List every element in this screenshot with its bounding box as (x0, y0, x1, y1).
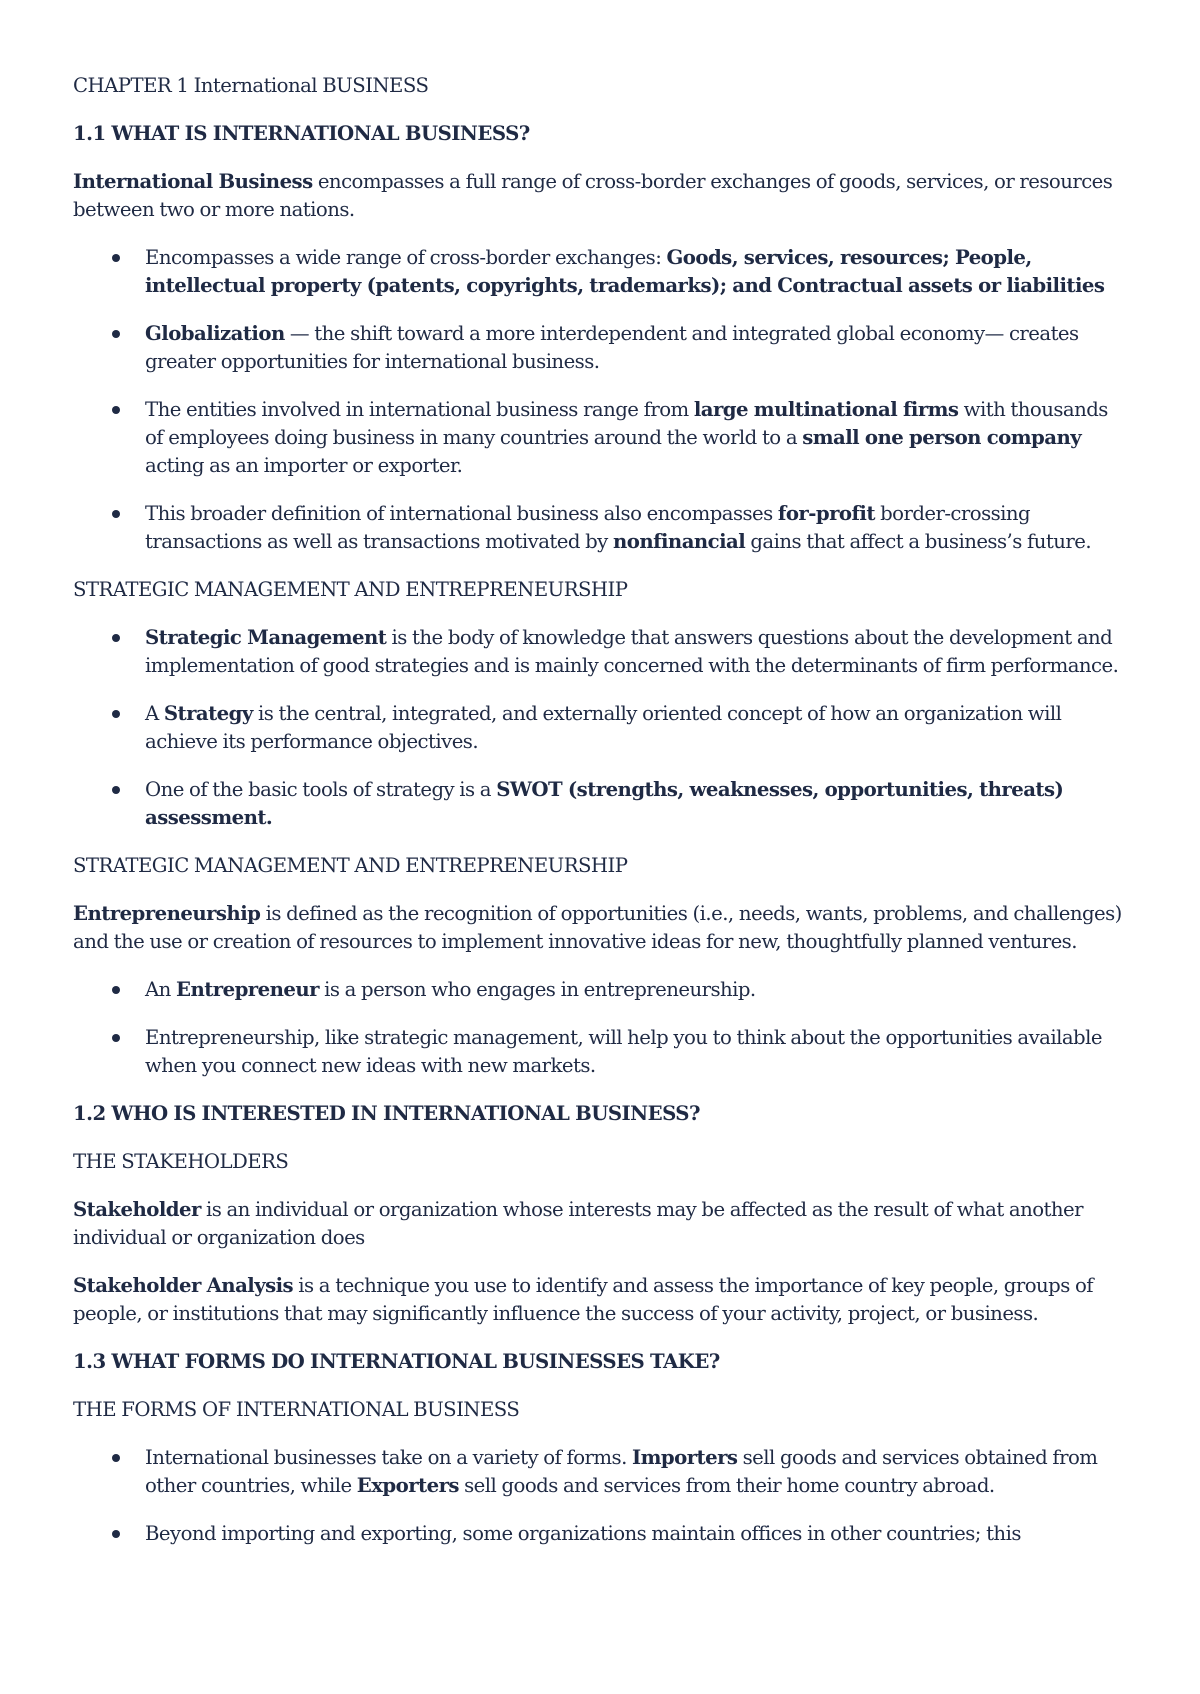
entrepreneurship-text: is defined as the recognition of opportunities (i.e., needs, wants, problems, and challenges) and the use or creation of resources to implement innovative ideas for new, thoughtfully planned ventures. (73, 902, 1122, 953)
entrepreneurship-paragraph (73, 900, 1128, 956)
bullet-text: is a person who engages in entrepreneurship. (318, 978, 756, 1001)
entrepreneurship-bullets (73, 976, 1128, 1080)
section-1-1-bullets (73, 244, 1128, 556)
bullet-text: border-crossing transactions as well as transactions motivated by (145, 502, 1031, 553)
stakeholder-analysis-text: is a technique you use to identify and assess the importance of key people, groups of people, or institutions that may significantly influence the success of your activity, project, or business. (73, 1274, 1093, 1325)
bullet-text: is the body of knowledge that answers questions about the development and implementation of good strategies and is mainly concerned with the determinants of firm performance. (145, 626, 1119, 677)
bullet-text: — the shift toward a more interdependent and integrated global economy— creates greater opportunities for international business. (145, 322, 1079, 373)
stakeholder-paragraph (73, 1196, 1128, 1252)
bullet-bold: nonfinancial (612, 530, 746, 553)
bullet-text: is the central, integrated, and externally oriented concept of how an organization will achieve its performance objectives. (145, 702, 1062, 753)
section-heading-entrepreneurship: STRATEGIC MANAGEMENT AND ENTREPRENEURSHIP (73, 854, 628, 877)
forms-heading: THE FORMS OF INTERNATIONAL BUSINESS (73, 1398, 520, 1421)
term-entrepreneurship: Entrepreneurship (73, 902, 261, 925)
bullet-text: sell goods and services from their home country abroad. (458, 1474, 995, 1497)
bullet-text: An (145, 978, 177, 1001)
bullet-icon (112, 330, 120, 338)
list-item (145, 624, 1128, 680)
bullet-bold: for-profit (777, 502, 875, 525)
bullet-text: acting as an importer or exporter. (145, 454, 463, 477)
bullet-text: Beyond importing and exporting, some organizations maintain offices in other countries; this (145, 1522, 1021, 1545)
list-item (145, 1444, 1128, 1500)
bullet-text: with thousands of employees doing business in many countries around the world to a (145, 398, 1108, 449)
section-heading-strategic-management: STRATEGIC MANAGEMENT AND ENTREPRENEURSHIP (73, 578, 628, 601)
bullet-bold: small one person company (802, 426, 1082, 449)
bullet-icon (112, 634, 120, 642)
bullet-text: Entrepreneurship, like strategic management, will help you to think about the opportunities available when you connect new ideas with new markets. (145, 1026, 1102, 1077)
bullet-bold: Strategy (163, 702, 253, 725)
term-international-business: International Business (73, 170, 313, 193)
bullet-icon (112, 786, 120, 794)
bullet-text: One of the basic tools of strategy is a (145, 778, 497, 801)
bullet-bold: Strategic Management (145, 626, 387, 649)
bullet-text: This broader definition of international business also encompasses (145, 502, 778, 525)
bullet-text: The entities involved in international business range from (145, 398, 694, 421)
bullet-icon (112, 510, 120, 518)
bullet-icon (112, 406, 120, 414)
forms-bullets (73, 1444, 1128, 1548)
section-heading-1-2: 1.2 WHO IS INTERESTED IN INTERNATIONAL BUSINESS? (73, 1102, 700, 1125)
stakeholders-heading: THE STAKEHOLDERS (73, 1150, 289, 1173)
section-heading-1-3: 1.3 WHAT FORMS DO INTERNATIONAL BUSINESSES TAKE? (73, 1350, 720, 1373)
bullet-bold: Exporters (356, 1474, 459, 1497)
term-stakeholder: Stakeholder (73, 1198, 201, 1221)
bullet-text: International businesses take on a variety of forms. (145, 1446, 632, 1469)
bullet-icon (112, 986, 120, 994)
bullet-text: gains that affect a business’s future. (745, 530, 1092, 553)
bullet-text: Encompasses a wide range of cross-border exchanges: (145, 246, 667, 269)
strategic-management-bullets (73, 624, 1128, 832)
list-item (145, 700, 1128, 756)
bullet-bold: large multinational firms (693, 398, 959, 421)
bullet-icon (112, 1034, 120, 1042)
stakeholder-text: is an individual or organization whose interests may be affected as the result of what another individual or organization does (73, 1198, 1083, 1249)
bullet-icon (112, 1454, 120, 1462)
chapter-title: CHAPTER 1 International BUSINESS (73, 74, 429, 97)
bullet-icon (112, 1530, 120, 1538)
bullet-icon (112, 710, 120, 718)
bullet-bold: Importers (631, 1446, 738, 1469)
list-item (145, 1024, 1128, 1080)
stakeholder-analysis-paragraph (73, 1272, 1128, 1328)
list-item (145, 976, 1128, 1004)
bullet-bold: Goods, services, resources; People, intellectual property (patents, copyrights, trademarks); and Contractual assets or liabilities (145, 246, 1105, 297)
list-item (145, 396, 1128, 480)
list-item (145, 320, 1128, 376)
list-item (145, 244, 1128, 300)
intro-paragraph (73, 168, 1128, 224)
list-item (145, 776, 1128, 832)
bullet-bold: Globalization (145, 322, 285, 345)
bullet-text: sell goods and services obtained from other countries, while (145, 1446, 1098, 1497)
term-stakeholder-analysis: Stakeholder Analysis (73, 1274, 294, 1297)
bullet-text: A (145, 702, 164, 725)
list-item (145, 1520, 1128, 1548)
section-heading-1-1: 1.1 WHAT IS INTERNATIONAL BUSINESS? (73, 122, 530, 145)
list-item (145, 500, 1128, 556)
bullet-bold: Entrepreneur (176, 978, 319, 1001)
bullet-bold: SWOT (strengths, weaknesses, opportunities, threats) assessment. (145, 778, 1064, 829)
bullet-icon (112, 254, 120, 262)
intro-text: encompasses a full range of cross-border exchanges of goods, services, or resources between two or more nations. (73, 170, 1113, 221)
